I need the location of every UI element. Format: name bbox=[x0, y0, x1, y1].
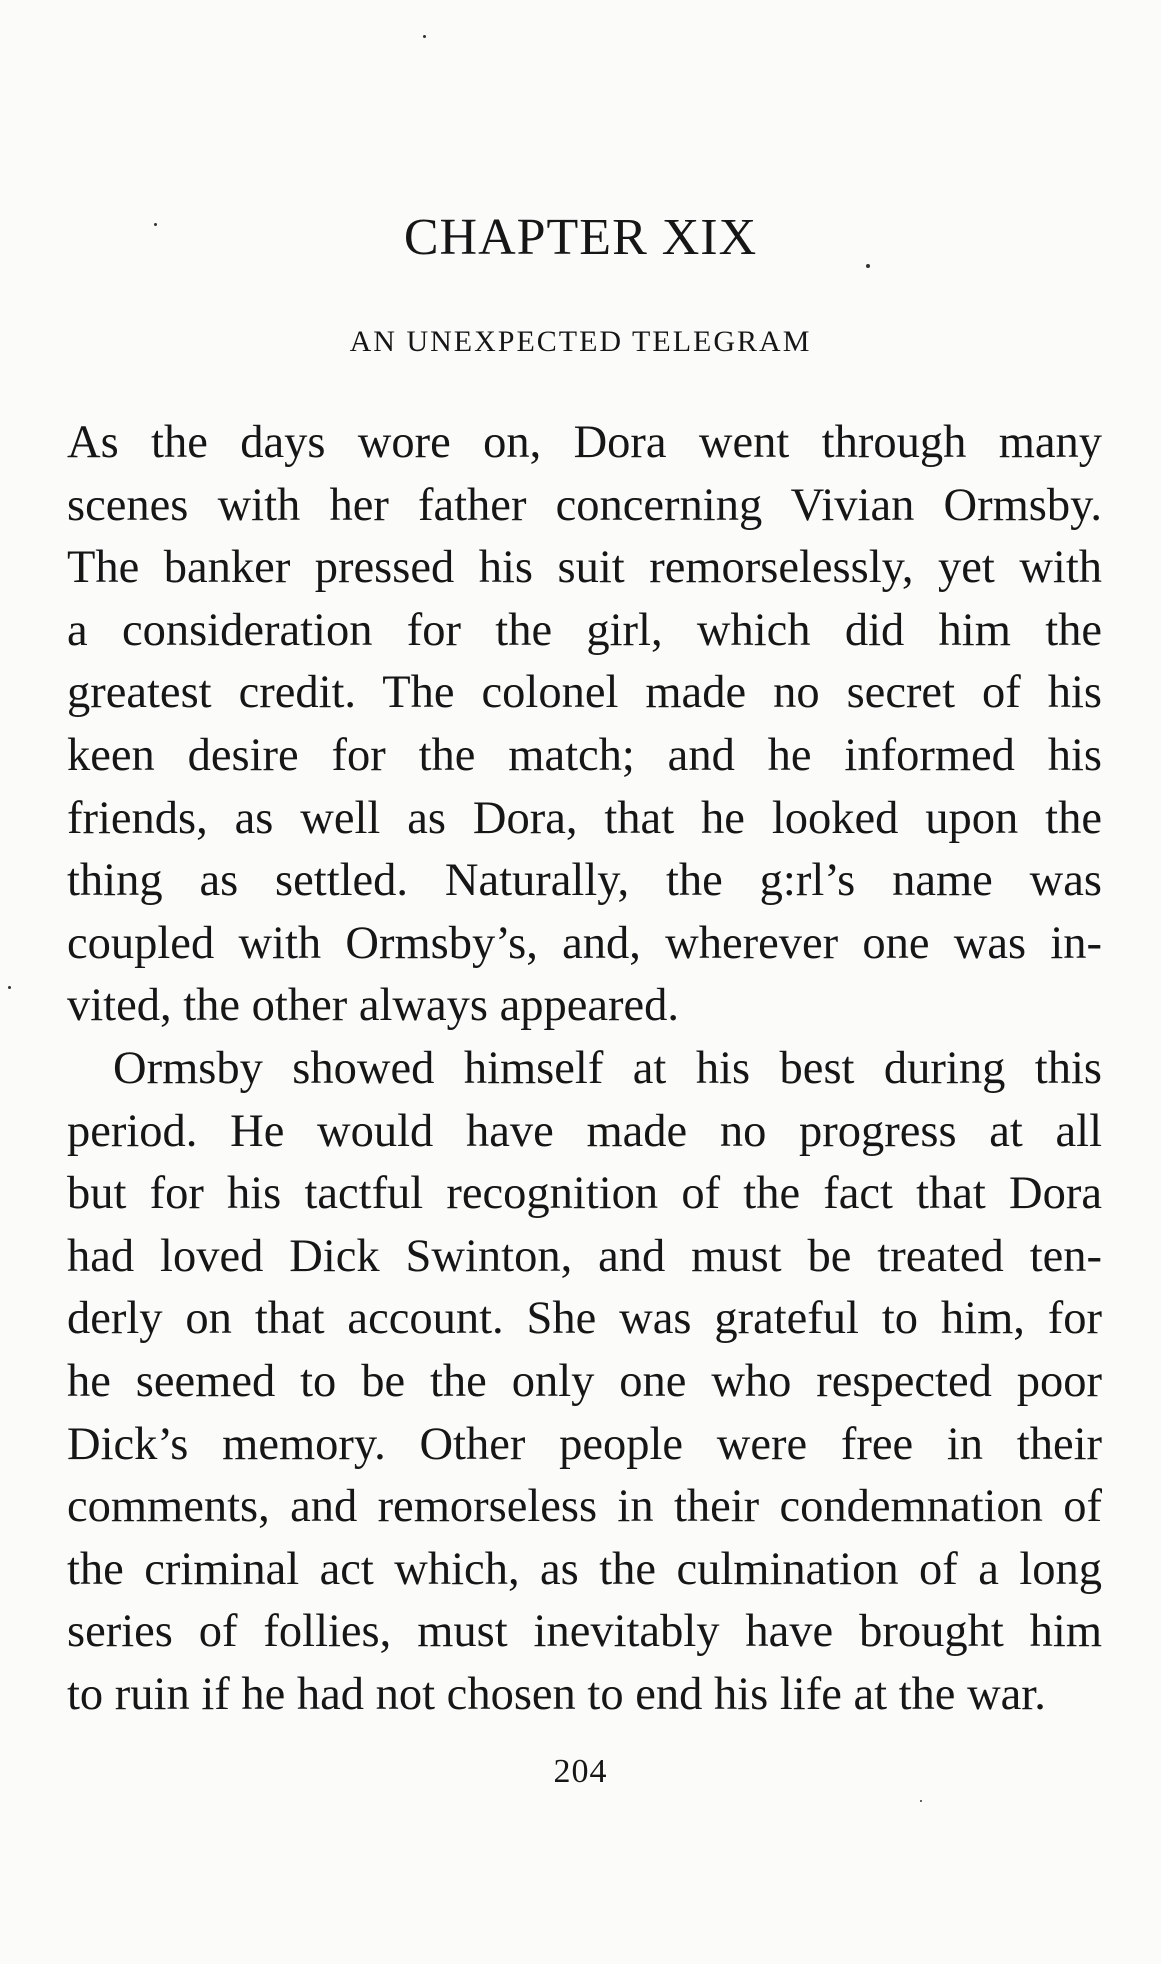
text-line: scenes with her father concerning Vivian Ormsby. bbox=[67, 479, 1102, 531]
scan-speck bbox=[154, 223, 157, 226]
text-line: a consideration for the girl, which did him the bbox=[67, 604, 1102, 656]
scan-speck bbox=[8, 986, 11, 989]
text-line: he seemed to be the only one who respected poor bbox=[67, 1355, 1102, 1407]
text-line: derly on that account. She was grateful to him, for bbox=[67, 1293, 1102, 1345]
page-number: 204 bbox=[553, 1753, 608, 1790]
text-line: Ormsby showed himself at his best during this bbox=[113, 1042, 1102, 1094]
text-line: the criminal act which, as the culmination of a long bbox=[67, 1543, 1102, 1595]
paragraph-1 bbox=[67, 412, 1102, 1038]
text-line: had loved Dick Swinton, and must be treated ten- bbox=[67, 1230, 1102, 1282]
text-line: coupled with Ormsby’s, and, wherever one was in- bbox=[67, 917, 1102, 969]
chapter-subtitle: AN UNEXPECTED TELEGRAM bbox=[349, 325, 812, 358]
chapter-title: CHAPTER XIX bbox=[403, 209, 758, 266]
text-line: greatest credit. The colonel made no secret of his bbox=[67, 667, 1102, 719]
text-line: series of follies, must inevitably have brought him bbox=[67, 1606, 1102, 1658]
text-line: period. He would have made no progress at all bbox=[67, 1105, 1102, 1157]
text-line: The banker pressed his suit remorselessly, yet with bbox=[67, 542, 1102, 594]
text-line: comments, and remorseless in their condemnation of bbox=[67, 1481, 1102, 1533]
text-line: friends, as well as Dora, that he looked upon the bbox=[67, 792, 1102, 844]
text-line: keen desire for the match; and he informed his bbox=[67, 729, 1102, 781]
text-line: Dick’s memory. Other people were free in their bbox=[67, 1418, 1102, 1470]
text-line: vited, the other always appeared. bbox=[67, 980, 679, 1032]
scan-speck bbox=[920, 1800, 922, 1802]
text-line: but for his tactful recognition of the fact that Dora bbox=[67, 1168, 1102, 1220]
scan-speck bbox=[866, 264, 870, 268]
text-line: As the days wore on, Dora went through many bbox=[67, 417, 1102, 468]
text-line: to ruin if he had not chosen to end his life at the war. bbox=[67, 1668, 1046, 1720]
scan-speck bbox=[423, 35, 426, 38]
paragraph-2 bbox=[67, 1038, 1102, 1727]
body-text bbox=[67, 412, 1102, 1726]
text-line: thing as settled. Naturally, the g:rl’s name was bbox=[67, 855, 1102, 907]
